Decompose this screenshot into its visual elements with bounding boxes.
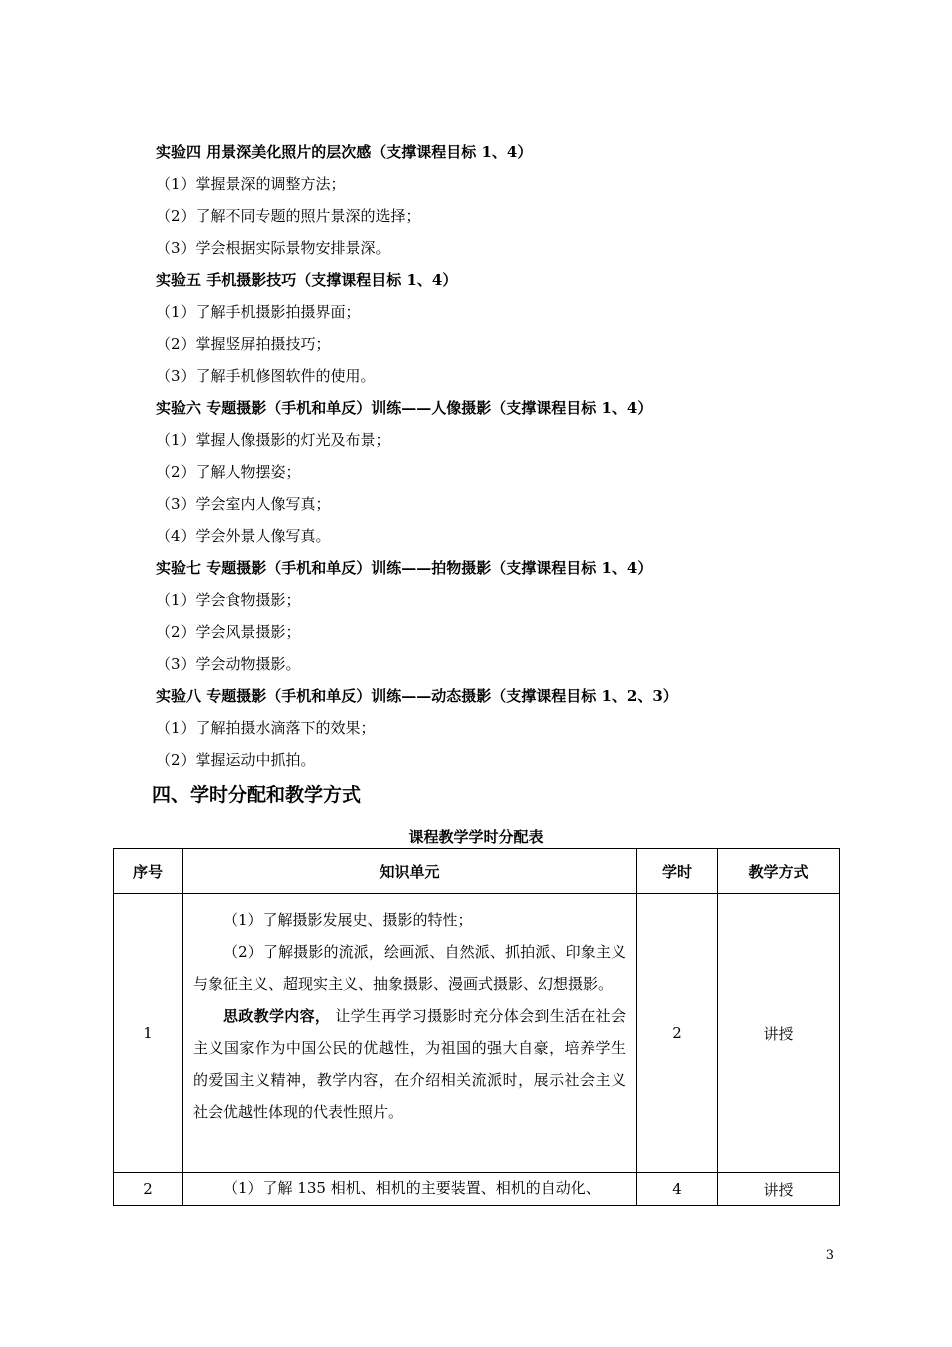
experiment-6-item-4: （4）学会外景人像写真。 xyxy=(156,527,331,545)
ideology-text: 让学生再学习摄影时充分体会到生活在社会主义国家作为中国公民的优越性，为祖国的强大自豪，培养学生的爱国主义精神，教学内容，在介绍相关流派时，展示社会主义社会优越性体现的代表性照片。 xyxy=(193,1007,626,1121)
page-number: 3 xyxy=(825,1248,834,1263)
experiment-4-item-3: （3）学会根据实际景物安排景深。 xyxy=(156,239,391,257)
experiment-5-item-2: （2）掌握竖屏拍摄技巧； xyxy=(156,335,331,353)
experiment-8-item-1: （1）了解拍摄水滴落下的效果； xyxy=(156,719,376,737)
hours-allocation-table xyxy=(113,848,840,1206)
table-header-row xyxy=(114,849,840,894)
table-row xyxy=(114,1173,840,1206)
row-1-paragraph-1: （1）了解摄影发展史、摄影的特性； xyxy=(223,911,473,929)
row-1-paragraph-3 xyxy=(193,1000,626,1128)
experiment-6-item-3: （3）学会室内人像写真； xyxy=(156,495,331,513)
experiment-6-item-2: （2）了解人物摆姿； xyxy=(156,463,301,481)
table-caption: 课程教学学时分配表 xyxy=(408,828,544,846)
row-1-unit xyxy=(183,894,637,1173)
table-row xyxy=(114,894,840,1173)
experiment-5-title: 实验五 手机摄影技巧（支撑课程目标 1、4） xyxy=(156,271,458,289)
experiment-4-item-2: （2）了解不同专题的照片景深的选择； xyxy=(156,207,421,225)
header-hours: 学时 xyxy=(637,849,718,894)
experiment-4-item-1: （1）掌握景深的调整方法； xyxy=(156,175,346,193)
experiment-5-item-3: （3）了解手机修图软件的使用。 xyxy=(156,367,376,385)
header-method: 教学方式 xyxy=(718,849,840,894)
experiment-6-title: 实验六 专题摄影（手机和单反）训练——人像摄影（支撑课程目标 1、4） xyxy=(156,399,653,417)
ideology-label: 思政教学内容， xyxy=(223,1007,331,1025)
row-2-paragraph-1: （1）了解 135 相机、相机的主要装置、相机的自动化、 xyxy=(223,1179,601,1197)
header-unit: 知识单元 xyxy=(183,849,637,894)
experiment-8-item-2: （2）掌握运动中抓拍。 xyxy=(156,751,316,769)
row-1-method: 讲授 xyxy=(718,894,840,1173)
row-2-hours: 4 xyxy=(637,1173,718,1206)
row-1-index: 1 xyxy=(114,894,183,1173)
row-1-paragraph-2: （2）了解摄影的流派，绘画派、自然派、抓拍派、印象主义与象征主义、超现实主义、抽象摄影、漫画式摄影、幻想摄影。 xyxy=(193,943,626,993)
row-2-unit xyxy=(183,1173,637,1206)
experiment-4-title: 实验四 用景深美化照片的层次感（支撑课程目标 1、4） xyxy=(156,143,533,161)
row-1-hours: 2 xyxy=(637,894,718,1173)
experiment-7-title: 实验七 专题摄影（手机和单反）训练——拍物摄影（支撑课程目标 1、4） xyxy=(156,559,653,577)
experiment-7-item-3: （3）学会动物摄影。 xyxy=(156,655,301,673)
header-index: 序号 xyxy=(114,849,183,894)
experiment-5-item-1: （1）了解手机摄影拍摄界面； xyxy=(156,303,361,321)
experiment-6-item-1: （1）掌握人像摄影的灯光及布景； xyxy=(156,431,391,449)
row-2-method: 讲授 xyxy=(718,1173,840,1206)
row-2-index: 2 xyxy=(114,1173,183,1206)
experiment-7-item-2: （2）学会风景摄影； xyxy=(156,623,301,641)
section-heading: 四、学时分配和教学方式 xyxy=(152,784,362,806)
experiment-7-item-1: （1）学会食物摄影； xyxy=(156,591,301,609)
experiment-8-title: 实验八 专题摄影（手机和单反）训练——动态摄影（支撑课程目标 1、2、3） xyxy=(156,687,678,705)
